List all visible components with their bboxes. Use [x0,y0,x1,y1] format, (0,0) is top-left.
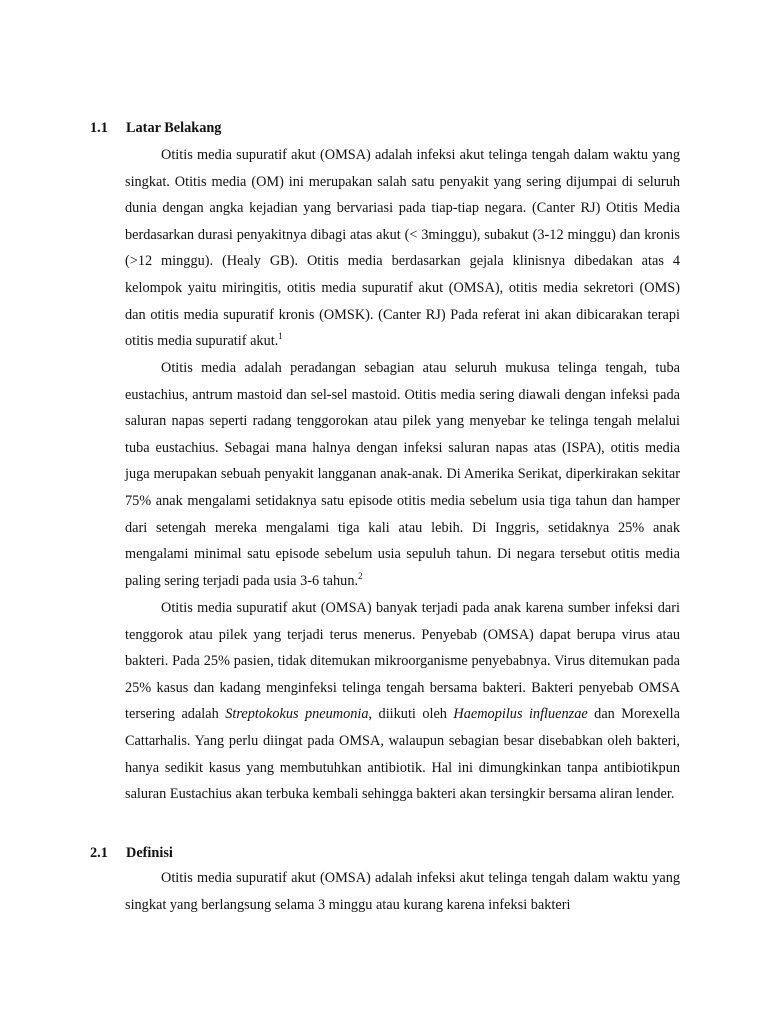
section-number: 2.1 [90,845,108,861]
footnote-ref: 1 [278,331,283,342]
paragraph-text: Otitis media supuratif akut (OMSA) adalah infeksi akut telinga tengah dalam waktu yang singkat. Otitis media (OM) ini merupakan salah satu penyakit yang sering dijumpai di seluruh dunia dengan angka kejadian yang bervariasi pada tiap-tiap negara. (Canter RJ) Otitis Media berdasarkan durasi penyakitnya dibagi atas akut (< 3minggu), subakut (3-12 minggu) dan kronis (>12 minggu). (Healy GB). Otitis media berdasarkan gejala klinisnya dibedakan atas 4 kelompok yaitu miringitis, otitis media supuratif akut (OMSA), otitis media sekretori (OMS) dan otitis media supuratif kronis (OMSK). (Canter RJ) Pada referat ini akan dibicarakan terapi otitis media supuratif akut. [125,147,680,350]
paragraph-text: Otitis media supuratif akut (OMSA) adalah infeksi akut telinga tengah dalam waktu yang singkat yang berlangsung selama 3 minggu atau kurang karena infeksi bakteri [125,870,680,913]
section-heading-latar-belakang [90,120,221,137]
section-title: Definisi [126,845,173,861]
paragraph-text: , diikuti oleh [368,706,454,723]
paragraph-3 [125,595,680,808]
section-heading-definisi [90,845,173,862]
paragraph-2 [125,355,680,594]
bacteria-name: Haemopilus influenzae [453,706,588,723]
section-title: Latar Belakang [126,120,222,136]
paragraph-4 [125,865,680,918]
section-number: 1.1 [90,120,108,136]
paragraph-text: dan Morexella Cattarhalis. Yang perlu diingat pada OMSA, walaupun sebagian besar disebabkan oleh bakteri, hanya sedikit kasus yang membutuhkan antibiotik. Hal ini dimungkinkan tanpa antibiotikpun saluran Eustachius akan terbuka kembali sehingga bakteri akan tersingkir bersama aliran lender. [125,706,681,803]
footnote-ref: 2 [358,570,363,581]
paragraph-text: Otitis media supuratif akut (OMSA) banyak terjadi pada anak karena sumber infeksi dari tenggorok atau pilek yang terjadi terus menerus. Penyebab (OMSA) dapat berupa virus atau bakteri. Pada 25% pasien, tidak ditemukan mikroorganisme penyebabnya. Virus ditemukan pada 25% kasus dan kadang menginfeksi telinga tengah bersama bakteri. Bakteri penyebab OMSA tersering adalah [125,600,680,723]
bacteria-name: Streptokokus pneumonia [225,706,369,723]
paragraph-1 [125,142,680,355]
paragraph-text: Otitis media adalah peradangan sebagian atau seluruh mukusa telinga tengah, tuba eustachius, antrum mastoid dan sel-sel mastoid. Otitis media sering diawali dengan infeksi pada saluran napas seperti radang tenggorokan atau pilek yang menyebar ke telinga tengah melalui tuba eustachius. Sebagai mana halnya dengan infeksi saluran napas atas (ISPA), otitis media juga merupakan sebuah penyakit langganan anak-anak. Di Amerika Serikat, diperkirakan sekitar 75% anak mengalami setidaknya satu episode otitis media sebelum usia tiga tahun dan hamper dari setengah mereka mengalami tiga kali atau lebih. Di Inggris, setidaknya 25% anak mengalami minimal satu episode sebelum usia sepuluh tahun. Di negara tersebut otitis media paling sering terjadi pada usia 3-6 tahun. [125,360,680,589]
